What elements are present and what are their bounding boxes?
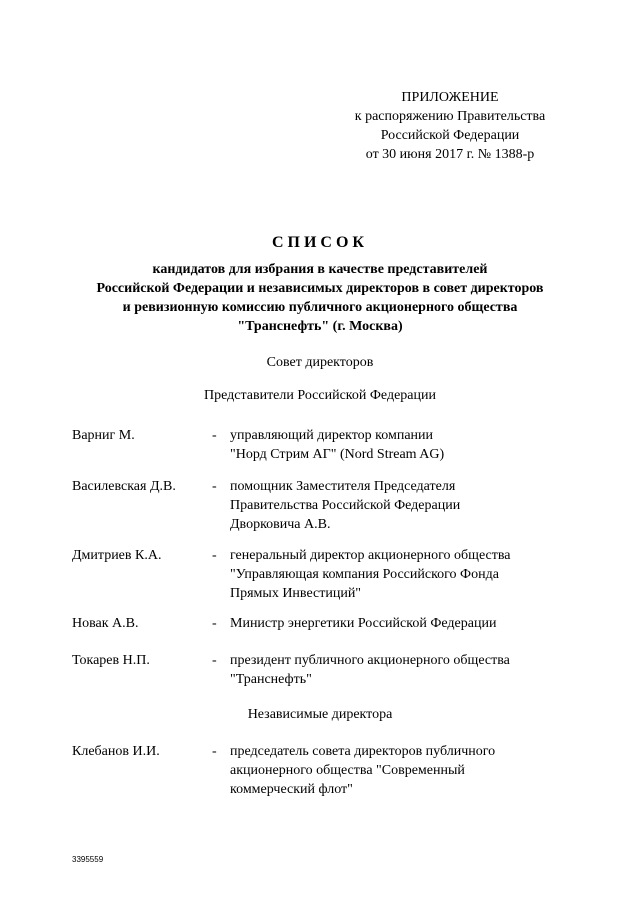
candidate-name: Дмитриев К.А. — [72, 548, 162, 563]
appendix-heading: ПРИЛОЖЕНИЕ — [401, 90, 499, 105]
subtitle-line: "Транснефть" (г. Москва) — [237, 319, 403, 334]
candidate-name: Клебанов И.И. — [72, 744, 160, 759]
candidate-name: Новак А.В. — [72, 616, 139, 631]
position-line: генеральный директор акционерного общества — [230, 548, 511, 563]
subtitle-line: и ревизионную комиссию публичного акционерного общества — [122, 300, 518, 315]
candidate-position — [230, 614, 496, 633]
candidate-name: Варниг М. — [72, 428, 135, 443]
candidate-name: Токарев Н.П. — [72, 653, 150, 668]
separator-dash: - — [212, 616, 217, 631]
appendix-line-2: Российской Федерации — [380, 128, 520, 143]
position-line: коммерческий флот" — [230, 782, 353, 797]
separator-dash: - — [212, 428, 217, 443]
separator-dash: - — [212, 548, 217, 563]
position-line: председатель совета директоров публичного — [230, 744, 496, 759]
position-line: Правительства Российской Федерации — [230, 498, 461, 513]
candidate-name: Василевская Д.В. — [72, 479, 176, 494]
position-line: президент публичного акционерного общества — [230, 653, 510, 668]
section-representatives-heading: Представители Российской Федерации — [203, 388, 436, 403]
candidate-position — [230, 546, 511, 603]
position-line: "Транснефть" — [230, 672, 312, 687]
candidate-position — [230, 477, 460, 534]
title-block — [40, 234, 600, 336]
separator-dash: - — [212, 653, 217, 668]
position-line: "Управляющая компания Российского Фонда — [230, 567, 499, 582]
candidate-position — [230, 426, 444, 464]
position-line: акционерного общества "Современный — [230, 763, 465, 778]
position-line: Прямых Инвестиций" — [230, 586, 362, 601]
separator-dash: - — [212, 479, 217, 494]
subtitle-line: Российской Федерации и независимых директоров в совет директоров — [96, 281, 544, 296]
candidate-position — [230, 742, 495, 799]
document-number: 3395559 — [72, 855, 104, 864]
section-board-heading: Совет директоров — [266, 355, 374, 370]
separator-dash: - — [212, 744, 217, 759]
position-line: Дворковича А.В. — [230, 517, 331, 532]
position-line: помощник Заместителя Председателя — [230, 479, 456, 494]
document-title: СПИСОК — [271, 234, 369, 251]
position-line: Министр энергетики Российской Федерации — [230, 616, 497, 631]
appendix-block — [330, 88, 570, 164]
appendix-line-3: от 30 июня 2017 г. № 1388-р — [365, 147, 535, 162]
section-independent-heading: Независимые директора — [247, 707, 393, 722]
appendix-line-1: к распоряжению Правительства — [354, 109, 546, 124]
position-line: "Норд Стрим АГ" (Nord Stream AG) — [230, 447, 445, 462]
subtitle-line: кандидатов для избрания в качестве представителей — [152, 262, 488, 277]
candidate-position — [230, 651, 510, 689]
document-subtitle — [40, 260, 600, 336]
position-line: управляющий директор компании — [230, 428, 434, 443]
